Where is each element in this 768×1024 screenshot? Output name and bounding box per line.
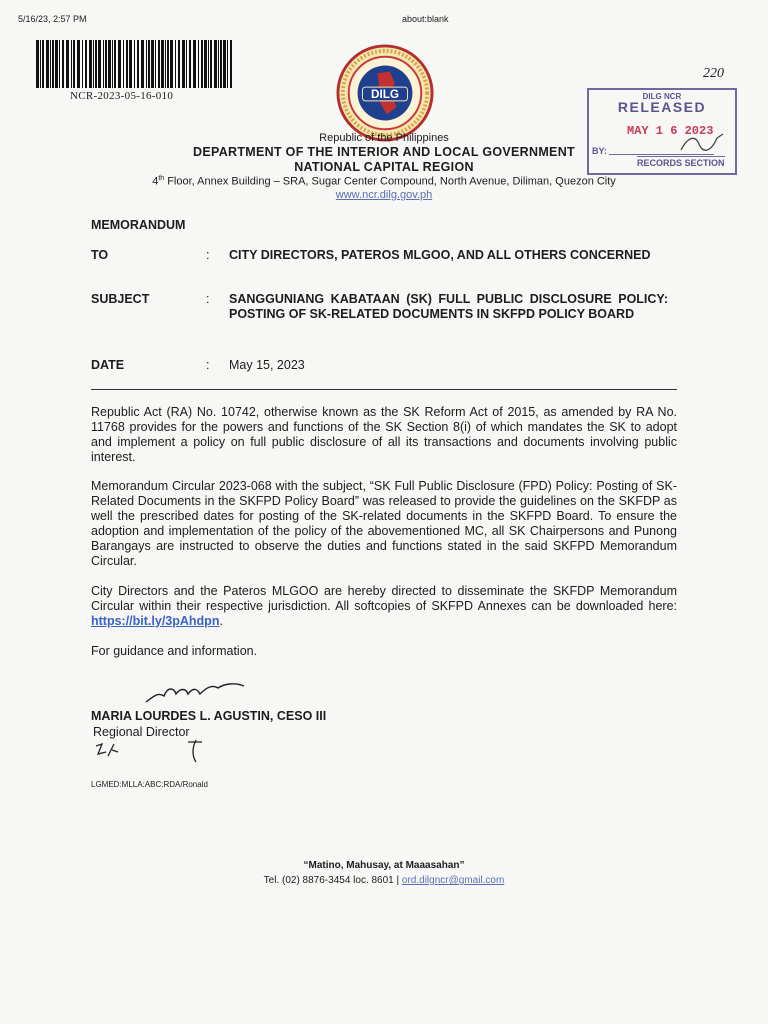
dilg-seal-logo [336,44,434,142]
footer-motto: “Matino, Mahusay, at Maaasahan” [303,860,465,871]
letterhead-address: 4th Floor, Annex Building – SRA, Sugar Center Compound, North Avenue, Diliman, Quezon City [152,175,616,188]
to-label: TO [91,248,109,262]
body-paragraph-1: Republic Act (RA) No. 10742, otherwise known as the SK Reform Act of 2015, as amended by RA No. 11768 provides for the powers and functions of the SK Section 8(i) of which mandates the SK to adopt and implement a policy on full public disclosure of all its transactions and documents involving public interest. [91,405,677,464]
stamp-date: MAY 1 6 2023 [627,124,714,138]
letterhead-website-link[interactable]: www.ncr.dilg.gov.ph [335,189,433,201]
body-paragraph-4: For guidance and information. [91,644,258,658]
letterhead-republic: Republic of the Philippines [319,132,449,144]
body-paragraph-2: Memorandum Circular 2023-068 with the subject, “SK Full Public Disclosure (FPD) Policy: Posting of SK-Related Documents in the SKFPD Policy Board” was released to provide the guidelines on the SKFDP as well the prescribed dates for posting of the SK-related documents in the SKFPD Board. To ensure the adoption and implementation of the policy of the abovementioned MC, all SK Chairpersons and Punong Barangays are instructed to observe the duties and functions stated in the said SKFPD Memorandum Circular. [91,479,677,568]
barcode-image [34,40,238,88]
date-value: May 15, 2023 [229,358,305,372]
signatory-name: MARIA LOURDES L. AGUSTIN, CESO III [91,709,327,723]
print-url: about:blank [402,14,449,24]
letterhead-department: DEPARTMENT OF THE INTERIOR AND LOCAL GOVERNMENT [193,145,575,159]
reference-initials: LGMED:MLLA:ABC:RDA/Ronald [91,780,208,789]
header-divider [91,389,677,390]
stamp-office: DILG NCR [642,92,682,101]
handwritten-initials [92,738,222,766]
memo-title: MEMORANDUM [91,218,186,232]
subject-label: SUBJECT [91,292,150,306]
signatory-position: Regional Director [93,725,190,739]
stamp-by-label: BY: [592,146,607,156]
footer-email-link[interactable]: ord.dilgncr@gmail.com [401,875,505,886]
print-datetime: 5/16/23, 2:57 PM [18,14,87,24]
stamp-status: RELEASED [617,99,707,115]
handwritten-signature [140,678,250,708]
subject-colon: : [206,292,210,306]
annexes-download-link[interactable]: https://bit.ly/3pAhdpn [91,614,220,628]
date-label: DATE [91,358,125,372]
handwritten-number: 220 [703,66,724,81]
svg-text:DILG: DILG [370,87,400,101]
stamp-section: RECORDS SECTION [637,158,725,168]
to-value: CITY DIRECTORS, PATEROS MLGOO, AND ALL OTHERS CONCERNED [229,248,651,262]
subject-value: SANGGUNIANG KABATAAN (SK) FULL PUBLIC DISCLOSURE POLICY: POSTING OF SK-RELATED DOCUMENTS IN SKFPD POLICY BOARD [229,292,668,321]
barcode-number: NCR-2023-05-16-010 [70,90,174,102]
to-colon: : [206,248,210,262]
body-paragraph-3: City Directors and the Pateros MLGOO are hereby directed to disseminate the SKFDP Memorandum Circular within their respective jurisdiction. All softcopies of SKFPD Annexes can be downloaded here: https://bit.ly/3pAhdpn. [91,584,677,628]
letterhead-region: NATIONAL CAPITAL REGION [294,160,474,174]
footer-contact: Tel. (02) 8876-3454 loc. 8601 | ord.dilgncr@gmail.com [263,875,505,886]
date-colon: : [206,358,210,372]
